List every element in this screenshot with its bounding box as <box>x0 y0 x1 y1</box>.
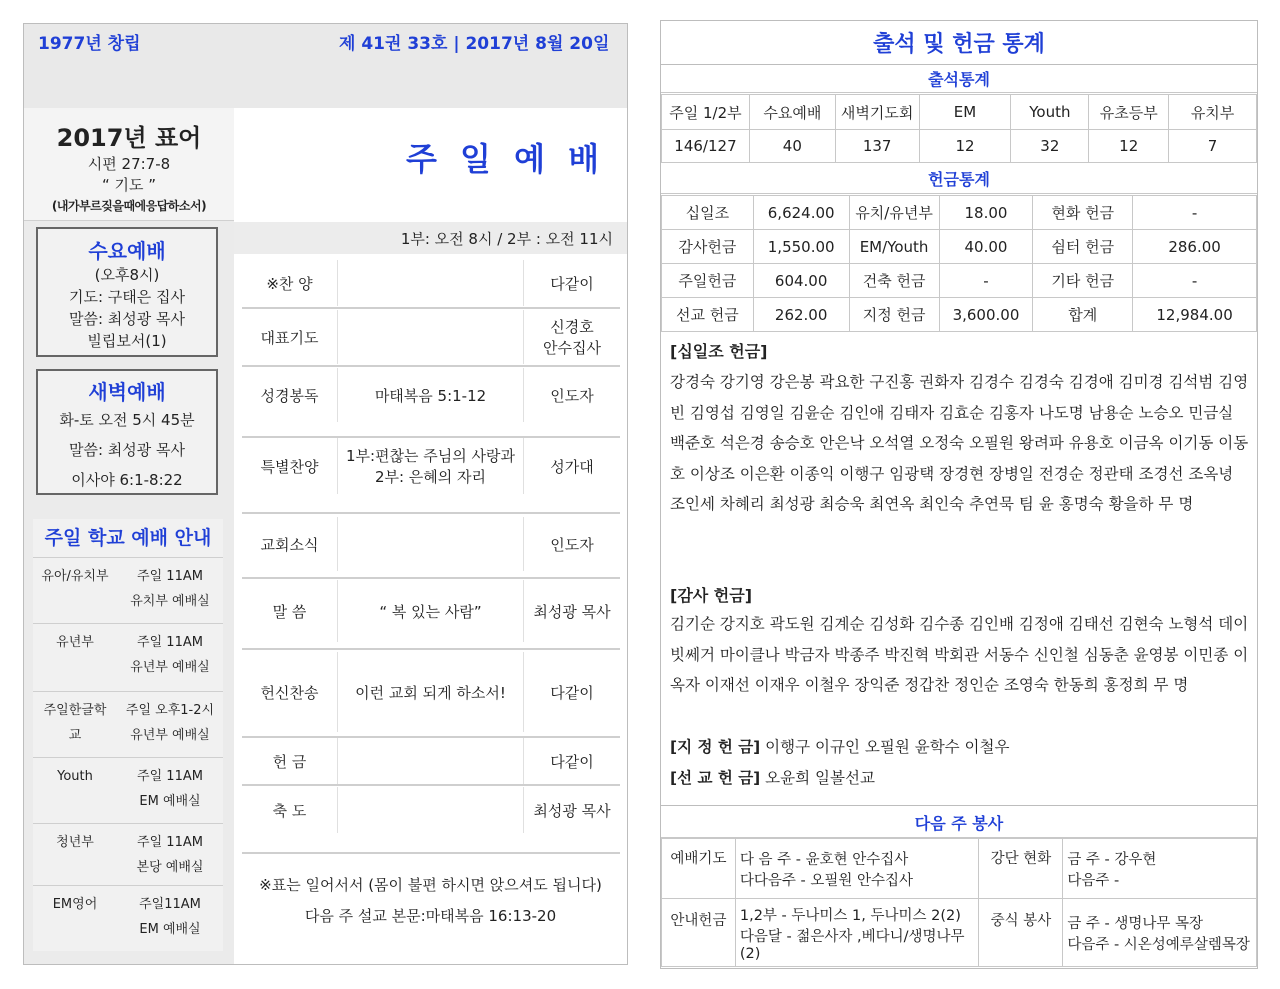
offering-cell: 262.00 <box>753 298 849 332</box>
order-leader: 신경호 안수집사 <box>543 318 601 357</box>
founded-label: 1977년 창립 <box>38 34 141 54</box>
motto-title: 2017년 표어 <box>56 124 202 152</box>
order-content <box>337 260 524 306</box>
offering-cell: 십일조 <box>662 196 754 230</box>
divider <box>242 784 620 786</box>
schedule-name: 유년부 <box>56 635 94 650</box>
offering-cell: 12,984.00 <box>1133 298 1257 332</box>
attendance-header: Youth <box>1011 95 1089 130</box>
offering-cell: - <box>1133 264 1257 298</box>
order-leader: 성가대 <box>550 457 594 476</box>
order-row-sermon <box>242 580 620 642</box>
order-item: 헌 금 <box>272 752 307 771</box>
order-item: 대표기도 <box>260 328 319 347</box>
offering-cell: 합계 <box>1033 298 1133 332</box>
tithe-title: [십일조 헌금] <box>670 342 768 361</box>
next-service-title: 다음 주 봉사 <box>661 807 1257 838</box>
order-leader: 최성광 목사 <box>533 602 611 621</box>
dawn-time: 화-토 오전 5시 45분 <box>59 411 195 429</box>
motto-verse: 시편 27:7-8 <box>87 155 171 173</box>
bulletin-right-page <box>660 20 1258 969</box>
schedule-row <box>33 623 223 687</box>
tithe-names: 강경숙 강기영 강은봉 곽요한 구진홍 권화자 김경수 김경숙 김경애 김미경 김석범 김영빈 김영섭 김영일 김윤순 김인애 김태자 김효순 김홍자 나도명 남용순 노승오 민금실 백준호 석은경 송승호 안은낙 오석열 오정숙 오필원 왕려파 유용호 이금옥 이기동 이동호 이상조 이은환 이종익 이행구 임광택 장경현 장병일 전경순 정관태 조경선 조옥녕 조인세 차혜리 최성광 최승욱 최연옥 최인숙 추연묵 팀 윤 홍명숙 황을하 무 명 <box>670 373 1249 513</box>
divider <box>661 805 1257 806</box>
order-leader: 최성광 목사 <box>533 801 611 820</box>
offering-cell: 유치/유년부 <box>849 196 939 230</box>
motto-box <box>24 108 234 221</box>
schedule-name: Youth <box>57 769 93 784</box>
attendance-value: 40 <box>749 130 835 163</box>
schedule-row <box>33 885 223 951</box>
order-row-special <box>242 438 620 494</box>
next-service-table <box>661 838 1257 967</box>
schedule-name: 유아/유치부 <box>41 569 109 584</box>
order-row-hymn <box>242 260 620 306</box>
attendance-value: 7 <box>1169 130 1257 163</box>
schedule-time: 주일11AM EM 예배실 <box>139 897 201 937</box>
next-service-offering: 1,2부 - 두나미스 1, 두나미스 2(2) 다음달 - 젊은사자 ,베다니/생명나무(2) <box>735 899 979 967</box>
divider <box>242 648 620 650</box>
worship-title-box <box>256 108 627 221</box>
offering-table <box>661 195 1257 332</box>
service-times-bar <box>234 222 627 254</box>
offering-cell: 건축 헌금 <box>849 264 939 298</box>
schedule-time: 주일 11AM 유치부 예배실 <box>130 569 210 609</box>
order-row-news <box>242 517 620 571</box>
order-leader: 인도자 <box>550 535 594 554</box>
schedule-time: 주일 오후1-2시 유년부 예배실 <box>125 703 215 743</box>
motto-subtitle: (내가부르짖을때에응답하소서) <box>51 199 207 213</box>
bulletin-left-page <box>23 23 628 965</box>
offering-cell: - <box>939 264 1033 298</box>
order-leader: 다같이 <box>550 683 594 702</box>
offering-cell: 18.00 <box>939 196 1033 230</box>
schedule-row <box>33 691 223 753</box>
next-service-flower: 금 주 - 강우현 다음주 - <box>1063 839 1257 899</box>
order-row-scripture <box>242 368 620 422</box>
order-item: 교회소식 <box>260 535 319 554</box>
attendance-header: 새벽기도회 <box>835 95 919 130</box>
order-content <box>337 310 524 364</box>
schedule-row <box>33 823 223 883</box>
order-item: ※찬 양 <box>266 274 313 293</box>
schedule-row <box>33 557 223 621</box>
order-row-prayer <box>242 310 620 364</box>
order-content <box>337 738 524 784</box>
attendance-header: 유치부 <box>1169 95 1257 130</box>
offering-title: 헌금통계 <box>661 164 1257 194</box>
attendance-title: 출석통계 <box>661 65 1257 93</box>
attendance-header: 유초등부 <box>1089 95 1169 130</box>
offering-cell: 604.00 <box>753 264 849 298</box>
order-leader: 다같이 <box>550 752 594 771</box>
order-row-benediction <box>242 787 620 833</box>
offering-cell: 286.00 <box>1133 230 1257 264</box>
offering-cell: - <box>1133 196 1257 230</box>
offering-cell: 선교 헌금 <box>662 298 754 332</box>
order-item: 축 도 <box>272 801 307 820</box>
divider <box>242 852 620 854</box>
offering-cell: 주일헌금 <box>662 264 754 298</box>
attendance-header: 주일 1/2부 <box>662 95 750 130</box>
schedule-time: 주일 11AM 본당 예배실 <box>136 835 204 875</box>
order-content: 1부:편찮는 주님의 사랑과 2부: 은혜의 자리 <box>337 438 524 494</box>
offering-cell: 40.00 <box>939 230 1033 264</box>
schedule-time: 주일 11AM 유년부 예배실 <box>130 635 210 675</box>
next-service-meal: 금 주 - 생명나무 목장 다음주 - 시온성예루살렘목장 <box>1063 899 1257 967</box>
next-service-label: 중식 봉사 <box>979 899 1063 967</box>
schedule-name: 청년부 <box>56 835 94 850</box>
worship-title: 주 일 예 배 <box>406 140 606 178</box>
sunday-school-title: 주일 학교 예배 안내 <box>44 527 212 549</box>
offering-cell: 6,624.00 <box>753 196 849 230</box>
order-item: 특별찬양 <box>260 457 319 476</box>
schedule-name: 주일한글학 교 <box>43 703 107 743</box>
order-leader: 인도자 <box>550 386 594 405</box>
next-service-prayer: 다 음 주 - 윤호현 안수집사 다다음주 - 오필원 안수집사 <box>735 839 979 899</box>
next-sermon: 다음 주 설교 본문:마태복음 16:13-20 <box>304 907 557 925</box>
schedule-time: 주일 11AM EM 예배실 <box>137 769 203 809</box>
motto-quote: “ 기도 ” <box>101 176 157 194</box>
thanks-names: 김기순 강지호 곽도원 김계순 김성화 김수종 김인배 김정애 김태선 김현숙 노형석 데이빗쎄거 마이클나 박금자 박종주 박진혁 박회관 서동수 신인철 심동춘 윤영봉 이민종 이옥자 이재선 이재우 이철우 장익준 정갑찬 정인순 조영숙 한동희 홍정희 무 명 <box>670 615 1249 694</box>
order-content: 이런 교회 되게 하소서! <box>337 652 524 732</box>
wednesday-time: (오후8시) <box>94 266 160 284</box>
order-item: 헌신찬송 <box>260 683 319 702</box>
order-item: 성경봉독 <box>260 386 319 405</box>
attendance-value: 137 <box>835 130 919 163</box>
attendance-header: EM <box>919 95 1011 130</box>
dawn-title: 새벽예배 <box>88 380 166 404</box>
attendance-value: 12 <box>919 130 1011 163</box>
offering-cell: 쉼터 헌금 <box>1033 230 1133 264</box>
wednesday-service-box <box>36 227 218 357</box>
wednesday-prayer: 기도: 구태은 집사 <box>68 288 186 306</box>
dawn-sermon: 말씀: 최성광 목사 <box>68 441 186 459</box>
order-item: 말 씀 <box>272 602 307 621</box>
dawn-service-box <box>36 369 218 495</box>
order-content: 마태복음 5:1-12 <box>337 368 524 422</box>
offering-cell: 기타 헌금 <box>1033 264 1133 298</box>
offering-cell: 현화 헌금 <box>1033 196 1133 230</box>
wednesday-scripture: 빌립보서(1) <box>87 332 167 350</box>
attendance-value: 32 <box>1011 130 1089 163</box>
mission-offering: [선 교 헌 금] 오윤희 일볼선교 <box>670 769 875 787</box>
schedule-row <box>33 757 223 821</box>
next-service-label: 예배기도 <box>662 839 736 899</box>
order-content: “ 복 있는 사람” <box>337 580 524 642</box>
thanks-title: [감사 헌금] <box>670 586 753 605</box>
offering-cell: 1,550.00 <box>753 230 849 264</box>
divider <box>242 577 620 579</box>
divider <box>242 307 620 309</box>
order-content <box>337 787 524 833</box>
offering-cell: EM/Youth <box>849 230 939 264</box>
wednesday-sermon: 말씀: 최성광 목사 <box>68 310 186 328</box>
offering-cell: 지정 헌금 <box>849 298 939 332</box>
order-content <box>337 517 524 571</box>
next-service-label: 안내헌금 <box>662 899 736 967</box>
designated-offering: [지 정 헌 금] 이행구 이규인 오필원 윤학수 이철우 <box>670 738 1010 756</box>
next-service-label: 강단 현화 <box>979 839 1063 899</box>
order-row-hymn2 <box>242 652 620 732</box>
standing-note: ※표는 일어서서 (몸이 불편 하시면 앉으셔도 됩니다) <box>259 876 602 894</box>
offering-cell: 3,600.00 <box>939 298 1033 332</box>
offering-cell: 감사헌금 <box>662 230 754 264</box>
attendance-header: 수요예배 <box>749 95 835 130</box>
order-leader: 다같이 <box>550 274 594 293</box>
attendance-table <box>661 94 1257 163</box>
issue-label: 제 41권 33호 | 2017년 8월 20일 <box>339 34 610 54</box>
divider <box>242 512 620 514</box>
divider <box>242 365 620 367</box>
service-times: 1부: 오전 8시 / 2부 : 오전 11시 <box>400 230 613 248</box>
stats-title: 출석 및 헌금 통계 <box>661 21 1257 65</box>
wednesday-title: 수요예배 <box>88 239 166 263</box>
sunday-school-schedule <box>33 519 223 951</box>
attendance-value: 12 <box>1089 130 1169 163</box>
attendance-value: 146/127 <box>662 130 750 163</box>
order-row-offering <box>242 738 620 784</box>
schedule-name: EM영어 <box>52 897 98 912</box>
dawn-scripture: 이사야 6:1-8:22 <box>71 471 183 489</box>
